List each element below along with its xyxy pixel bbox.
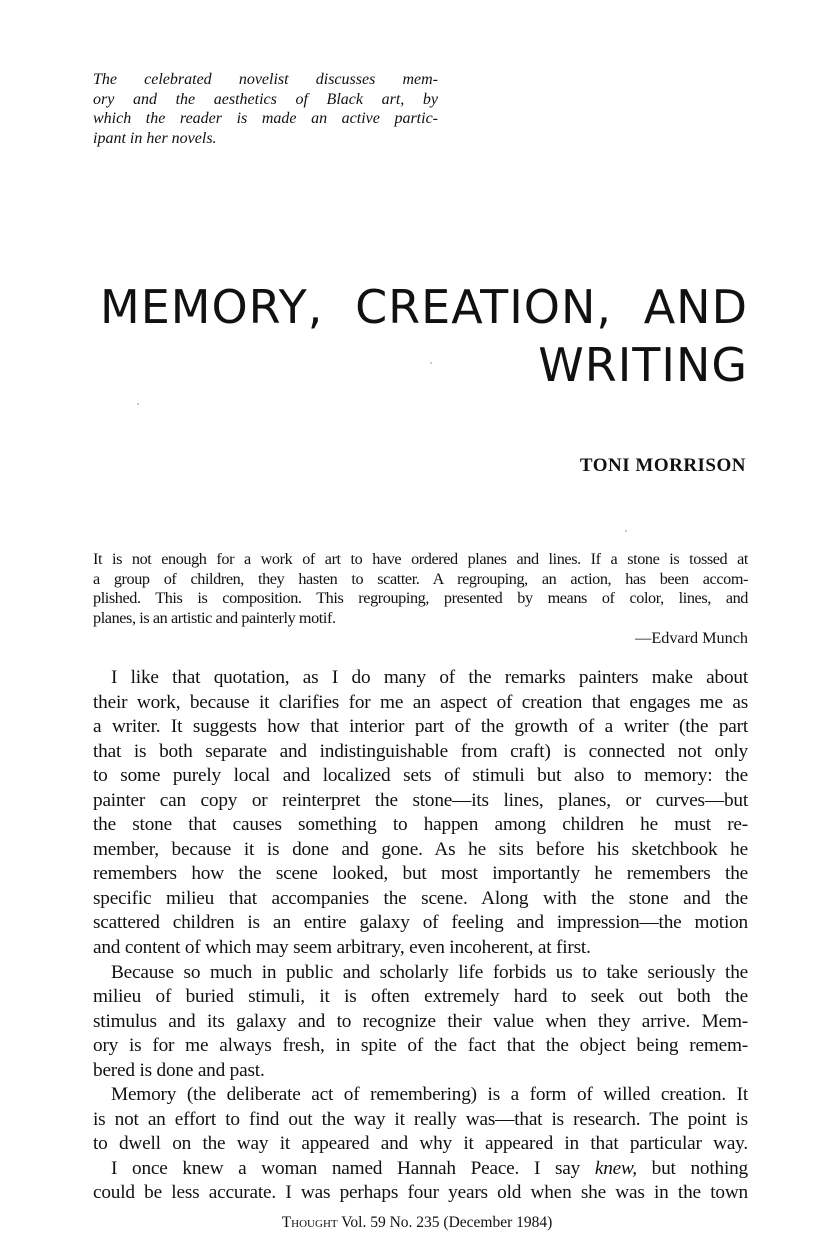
body-line: their work, because it clarifies for me an aspect of creation that engages me as <box>93 691 748 713</box>
body-line: member, because it is done and gone. As he sits before his sketchbook he <box>93 838 748 860</box>
article-title <box>100 278 748 394</box>
italic-word: knew, <box>594 1157 637 1179</box>
body-line: and content of which may seem arbitrary, even incoherent, at first. <box>93 937 591 959</box>
body-line-head: I once knew a woman named Hannah Peace. I say <box>111 1157 595 1179</box>
scan-speck <box>625 530 627 532</box>
journal-name: Thought <box>281 1214 338 1231</box>
body-line: specific milieu that accompanies the scene. Along with the stone and the <box>93 887 748 909</box>
body-line: bered is done and past. <box>93 1059 265 1081</box>
body-line: milieu of buried stimuli, it is often extremely hard to seek out both the <box>93 986 748 1008</box>
body-line: is not an effort to find out the way it really was—that is research. The point is <box>93 1108 748 1130</box>
body-line: to some purely local and localized sets of stimuli but also to memory: the <box>93 765 748 787</box>
body-line: to dwell on the way it appeared and why it appeared in that particular way. <box>93 1133 748 1155</box>
abstract-line: which the reader is made an active partic- <box>93 110 438 127</box>
abstract-line: ory and the aesthetics of Black art, by <box>93 90 438 108</box>
citation-details: Vol. 59 No. 235 (December 1984) <box>337 1214 553 1231</box>
body-line: stimulus and its galaxy and to recognize their value when they arrive. Mem- <box>93 1010 748 1032</box>
body-line: could be less accurate. I was perhaps four years old when she was in the town <box>93 1182 748 1204</box>
title-line-2: WRITING <box>538 338 748 392</box>
epigraph-line: a group of children, they hasten to scatter. A regrouping, an action, has been accom- <box>93 569 748 588</box>
body-line: scattered children is an entire galaxy of feeling and impression—the motion <box>93 912 748 934</box>
epigraph-quote <box>93 550 748 649</box>
abstract-blurb <box>93 70 438 148</box>
body-line: that is both separate and indistinguishable from craft) is connected not only <box>93 740 748 762</box>
body-line: the stone that causes something to happen among children he must re- <box>93 814 748 836</box>
abstract-line: The celebrated novelist discusses mem- <box>93 71 438 88</box>
abstract-line: ipant in her novels. <box>93 129 217 147</box>
body-line: Memory (the deliberate act of remembering) is a form of willed creation. It <box>111 1084 748 1106</box>
epigraph-attribution: —Edvard Munch <box>635 629 748 647</box>
body-line-tail: but nothing <box>636 1157 748 1179</box>
journal-citation-footer <box>0 1214 834 1232</box>
scan-speck <box>430 362 432 364</box>
article-body <box>93 666 748 1206</box>
epigraph-line: planes, is an artistic and painterly motif. <box>93 608 336 627</box>
epigraph-line: plished. This is composition. This regrouping, presented by means of color, lines, and <box>93 589 748 607</box>
body-line <box>93 1157 748 1182</box>
epigraph-line: It is not enough for a work of art to have ordered planes and lines. If a stone is tossed at <box>93 550 748 568</box>
body-line: Because so much in public and scholarly life forbids us to take seriously the <box>111 961 748 983</box>
title-line-1: MEMORY, CREATION, AND <box>100 280 748 334</box>
body-line: remembers how the scene looked, but most importantly he remembers the <box>93 863 748 885</box>
scan-speck <box>137 403 139 405</box>
body-line: I like that quotation, as I do many of the remarks painters make about <box>111 667 748 688</box>
body-line: painter can copy or reinterpret the stone—its lines, planes, or curves—but <box>93 789 748 811</box>
body-line: a writer. It suggests how that interior part of the growth of a writer (the part <box>93 716 748 738</box>
body-line: ory is for me always fresh, in spite of the fact that the object being remem- <box>93 1035 748 1057</box>
author-name: TONI MORRISON <box>579 455 746 476</box>
